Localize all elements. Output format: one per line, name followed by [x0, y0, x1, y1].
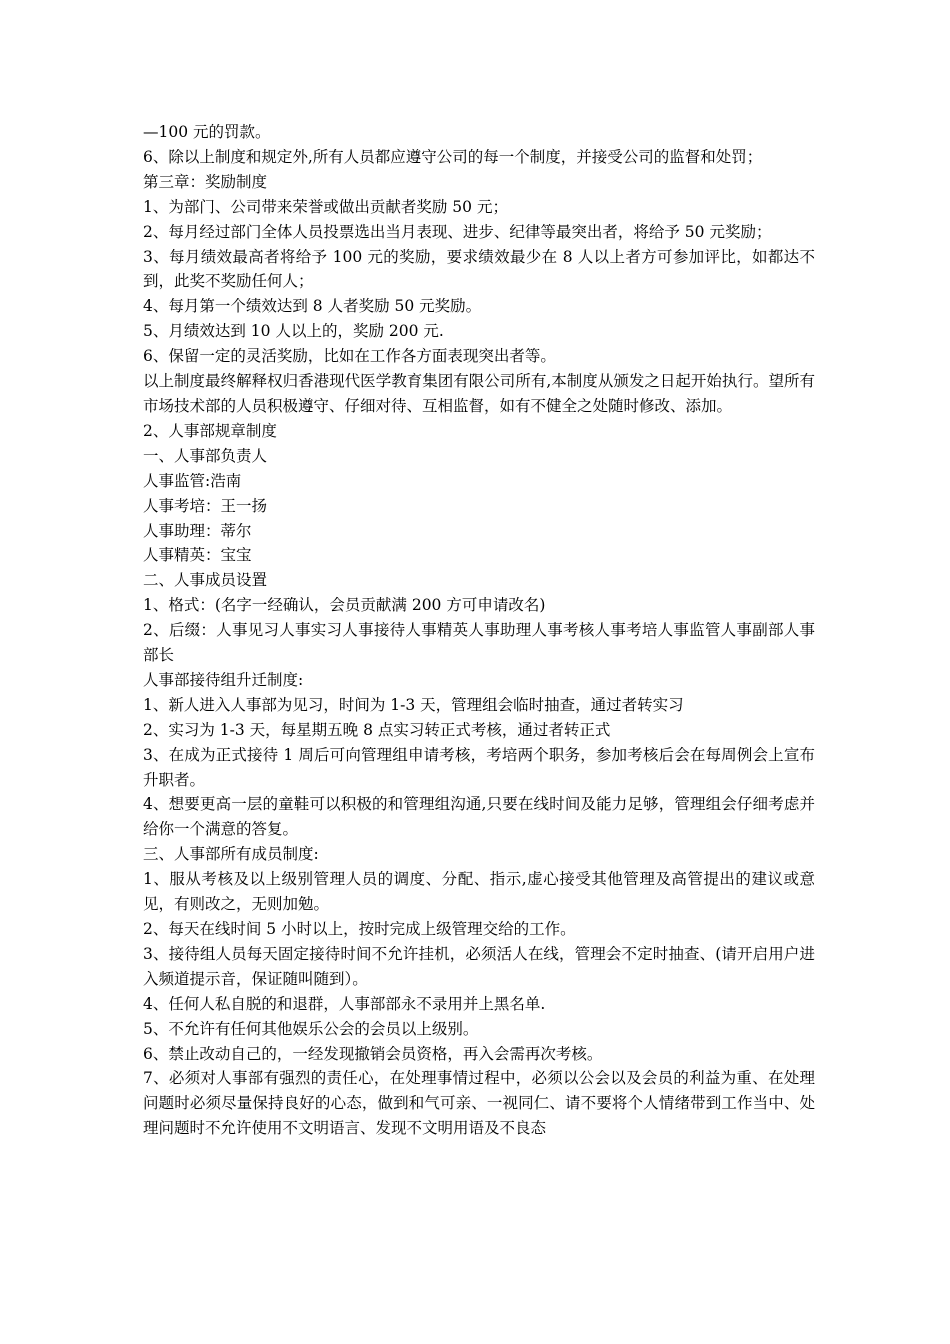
- reward-item-6: 6、保留一定的灵活奖励，比如在工作各方面表现突出者等。: [143, 347, 556, 366]
- reward-item-3: 3、每月绩效最高者将给予 100 元的奖励，要求绩效最少在 8 人以上者方可参加评比，如都达不到，此奖不奖励任何人；: [143, 247, 815, 291]
- interpretation-statement: 以上制度最终解释权归香港现代医学教育集团有限公司所有,本制度从颁发之日起开始执行。望所有市场技术部的人员积极遵守、仔细对待、互相监督，如有不健全之处随时修改、添加。: [143, 372, 815, 415]
- paragraph-rule-6: 6、除以上制度和规定外,所有人员都应遵守公司的每一个制度，并接受公司的监督和处罚；: [143, 147, 763, 166]
- member-rules-heading: 三、人事部所有成员制度:: [143, 845, 319, 864]
- section-2-heading: 2、人事部规章制度: [143, 421, 277, 440]
- reward-item-5: 5、月绩效达到 10 人以上的，奖励 200 元.: [143, 322, 444, 341]
- hr-trainer: 人事考培：王一扬: [143, 496, 268, 515]
- reward-item-2: 2、每月经过部门全体人员投票选出当月表现、进步、纪律等最突出者，将给予 50 元奖励；: [143, 222, 772, 241]
- member-format: 1、格式：(名字一经确认，会员贡献满 200 方可申请改名): [143, 596, 546, 615]
- promotion-item-1: 1、新人进入人事部为见习，时间为 1-3 天，管理组会临时抽查，通过者转实习: [143, 695, 684, 714]
- paragraph-fine-continuation: —100 元的罚款。: [143, 123, 271, 141]
- hr-supervisor: 人事监管:浩南: [143, 471, 242, 490]
- hr-members-heading: 二、人事成员设置: [143, 571, 268, 590]
- reward-item-1: 1、为部门、公司带来荣誉或做出贡献者奖励 50 元；: [143, 197, 508, 216]
- promotion-item-3: 3、在成为正式接待 1 周后可向管理组申请考核，考培两个职务，参加考核后会在每周例会上宣布升职者。: [143, 745, 815, 789]
- member-rule-4: 4、任何人私自脱的和退群，人事部部永不录用并上黑名单.: [143, 994, 546, 1013]
- member-rule-6: 6、禁止改动自己的，一经发现撤销会员资格，再入会需再次考核。: [143, 1044, 603, 1063]
- member-rule-3: 3、接待组人员每天固定接待时间不允许挂机，必须活人在线，管理会不定时抽查、(请开启用户进入频道提示音，保证随叫随到）。: [143, 944, 815, 988]
- reward-item-4: 4、每月第一个绩效达到 8 人者奖励 50 元奖励。: [143, 297, 482, 316]
- hr-leaders-heading: 一、人事部负责人: [143, 446, 268, 465]
- promotion-item-4: 4、想要更高一层的童鞋可以积极的和管理组沟通,只要在线时间及能力足够，管理组会仔细考虑并给你一个满意的答复。: [143, 795, 815, 839]
- promotion-item-2: 2、实习为 1-3 天，每星期五晚 8 点实习转正式考核，通过者转正式: [143, 720, 611, 739]
- hr-assistant: 人事助理：蒂尔: [143, 521, 252, 540]
- document-page: [143, 120, 815, 1141]
- chapter-3-heading: 第三章：奖励制度: [143, 172, 268, 191]
- member-rule-5: 5、不允许有任何其他娱乐公会的会员以上级别。: [143, 1019, 479, 1038]
- promotion-heading: 人事部接待组升迁制度:: [143, 670, 304, 689]
- hr-elite: 人事精英：宝宝: [143, 546, 252, 565]
- member-rule-7: 7、必须对人事部有强烈的责任心，在处理事情过程中，必须以公会以及会员的利益为重、在处理问题时必须尽量保持良好的心态，做到和气可亲、一视同仁、请不要将个人情绪带到工作当中、处理问题时不允许使用不文明语言、发现不文明用语及不良态: [143, 1069, 815, 1138]
- member-rule-2: 2、每天在线时间 5 小时以上，按时完成上级管理交给的工作。: [143, 920, 576, 938]
- member-suffix: 2、后缀：人事见习人事实习人事接待人事精英人事助理人事考核人事考培人事监管人事副部人事部长: [143, 621, 815, 665]
- member-rule-1: 1、服从考核及以上级别管理人员的调度、分配、指示,虚心接受其他管理及高管提出的建议或意见，有则改之，无则加勉。: [143, 870, 815, 914]
